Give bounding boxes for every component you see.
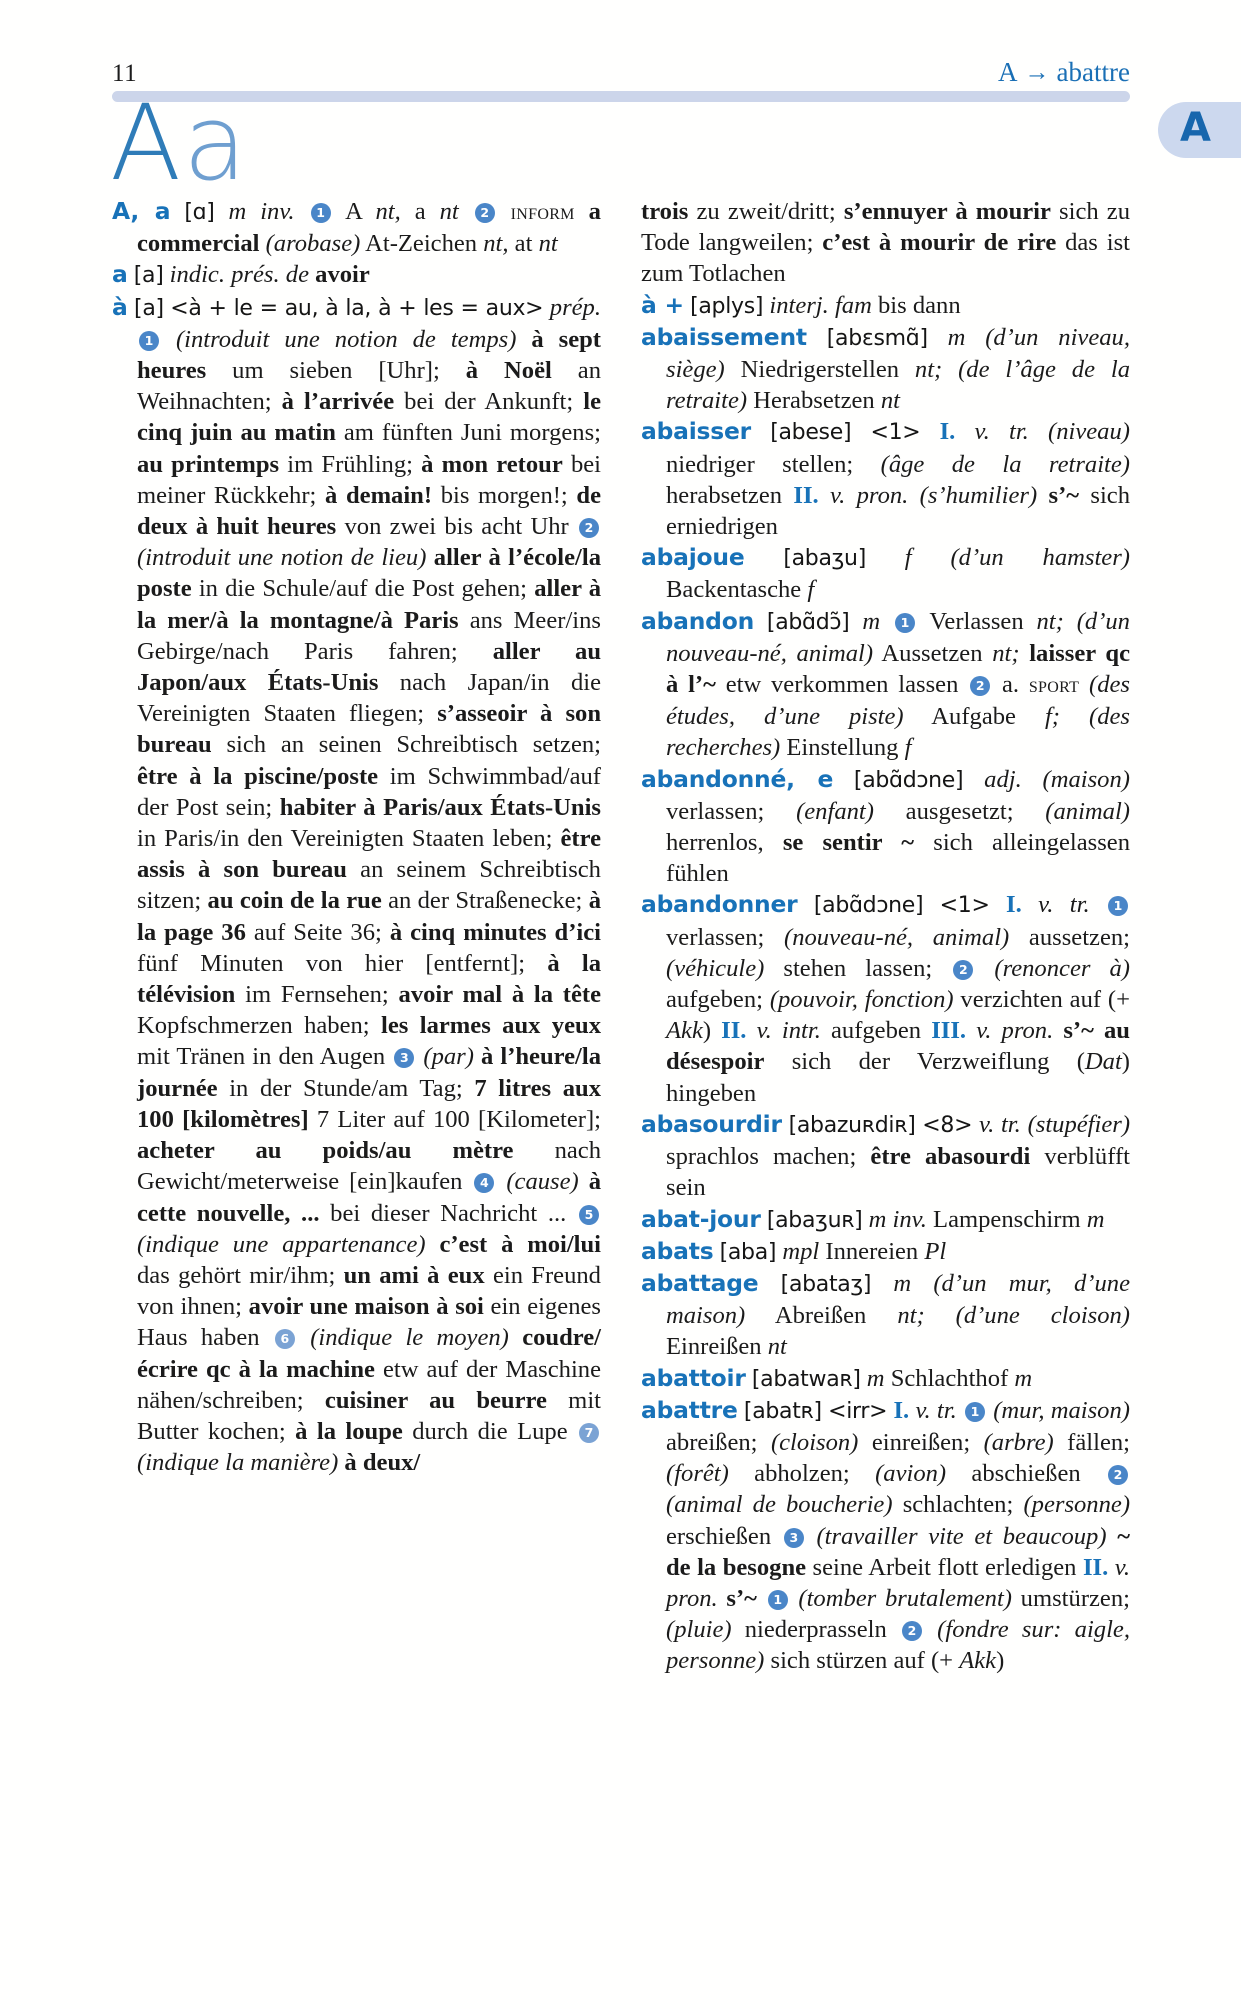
entry-abandonne: abandonné, e [abɑ̃dɔne] adj. (maison) verlassen; (enfant) ausgesetzt; (animal) herrenlos, se sentir ~ sich alleingelassen fühlen — [641, 764, 1131, 888]
headword-abaisser: abaisser — [641, 417, 751, 446]
pronunciation: [a] — [134, 295, 164, 321]
headword-abandon: abandon — [641, 606, 755, 635]
letter-lowercase: a — [183, 82, 247, 204]
entry-abattage: abattage [abataʒ] m (d’un mur, d’une maison) Abreißen nt; (d’une cloison) Einreißen nt — [641, 1268, 1131, 1361]
pronunciation: [abɑ̃dɔ̃] — [766, 609, 850, 635]
entry-abattoir: abattoir [abatwaʀ] m Schlachthof m — [641, 1363, 1033, 1392]
sense-number: 1 — [139, 331, 159, 351]
column-left — [112, 196, 601, 1956]
pronunciation: [a] — [133, 263, 164, 289]
entry-abandon: abandon [abɑ̃dɔ̃] m 1 Verlassen nt; (d’un nouveau-né, animal) Aussetzen nt; laisser qc à l’~ etw verkommen lassen 2 a. sport (des études, d’une piste) Aufgabe f; (des recherches) Einstellung f — [641, 606, 1130, 762]
entry-abats: abats [aba] mpl Innereien Pl — [641, 1236, 947, 1265]
sense-number: 2 — [475, 203, 495, 223]
headword-abattage: abattage — [641, 1268, 759, 1297]
column-right — [641, 196, 1130, 1956]
headword-A-a: A, a — [112, 197, 171, 225]
sense-number: 2 — [953, 960, 973, 980]
pronunciation: [abatwaʀ] — [751, 1366, 861, 1392]
pronunciation: [aplys] — [690, 293, 764, 319]
entry-abandonner: abandonner [abɑ̃dɔne] <1> I. v. tr. 1 verlassen; (nouveau-né, animal) aussetzen; (véhicule) stehen lassen; 2 (renoncer à) aufgeben; (pouvoir, fonction) verzichten auf (+ Akk) II. v. intr. aufgeben III. v. pron. s’~ au désespoir sich der Verzweiflung (Dat) hingeben — [641, 890, 1130, 1107]
sense-number: 1 — [768, 1590, 788, 1610]
headword-abajoue: abajoue — [641, 543, 745, 572]
sense-number: 3 — [784, 1528, 804, 1548]
pronunciation: [abɑ̃dɔne] — [813, 893, 924, 919]
running-head-guide — [998, 59, 1130, 86]
sense-number: 2 — [970, 676, 990, 696]
headword-a-verb: a — [112, 260, 128, 289]
letter-capital: A — [110, 82, 182, 204]
sense-number: 1 — [311, 203, 331, 223]
headword-abasourdir: abasourdir — [641, 1109, 782, 1138]
pronunciation: [abaʒuʀ] — [766, 1207, 863, 1233]
entry-a-verb: a [a] indic. prés. de avoir — [112, 260, 370, 289]
headword-abandonne: abandonné, e — [641, 764, 834, 793]
sense-number: 1 — [965, 1402, 985, 1422]
pronunciation: [abɑ̃dɔne] — [853, 767, 964, 793]
entry-abaisser: abaisser [abese] <1> I. v. tr. (niveau) niedriger stellen; (âge de la retraite) herabsetzen II. v. pron. (s’humilier) s’~ sich erniedrigen — [641, 417, 1131, 541]
headword-a-plus: à + — [641, 290, 684, 319]
header-rule — [112, 91, 1130, 102]
entry-a-prep-continuation: trois zu zweit/dritt; s’ennuyer à mourir sich zu Tode langweilen; c’est à mourir de rire das ist zum Totlachen — [641, 198, 1130, 288]
sense-number: 2 — [902, 1621, 922, 1641]
pronunciation: [abese] — [770, 420, 852, 446]
entry-abaissement: abaissement [abɛsmɑ̃] m (d’un niveau, siège) Niedrigerstellen nt; (de l’âge de la retraite) Herabsetzen nt — [641, 322, 1130, 415]
sense-number: 1 — [895, 613, 915, 633]
sense-number: 1 — [1108, 896, 1128, 916]
headword-abat-jour: abat-jour — [641, 1204, 761, 1233]
headword-abaissement: abaissement — [641, 322, 807, 351]
sense-number: 2 — [1108, 1465, 1128, 1485]
headword-a-prep: à — [112, 292, 128, 321]
sense-number: 2 — [579, 518, 599, 538]
thumb-index-letter: A — [1180, 105, 1211, 151]
entry-a-plus: à + [aplys] interj. fam bis dann — [641, 290, 961, 319]
letter-section-heading — [110, 82, 247, 204]
pronunciation: [aba] — [719, 1239, 777, 1265]
pronunciation: [abɛsmɑ̃] — [826, 325, 928, 351]
running-head — [112, 52, 1130, 86]
sense-number: 3 — [394, 1048, 414, 1068]
pronunciation: [abataʒ] — [780, 1271, 872, 1297]
headword-abattoir: abattoir — [641, 1363, 746, 1392]
pronunciation: [ɑ] — [184, 200, 215, 225]
sense-number: 4 — [474, 1173, 494, 1193]
entry-abat-jour: abat-jour [abaʒuʀ] m inv. Lampenschirm m — [641, 1204, 1105, 1233]
dictionary-body — [112, 196, 1130, 1956]
entry-abasourdir: abasourdir [abazuʀdiʀ] <8> v. tr. (stupéfier) sprachlos machen; être abasourdi verblüfft sein — [641, 1109, 1131, 1202]
entry-a-prep: à [a] <à + le = au, à la, à + les = aux> prép. 1 (introduit une notion de temps) à sept heures um sieben [Uhr]; à Noël an Weihnachten; à l’arrivée bei der Ankunft; le cinq juin au matin am fünften Juni morgens; au printemps im Frühling; à mon retour bei meiner Rückkehr; à demain! bis morgen!; de deux à huit heures von zwei bis acht Uhr 2 (introduit une notion de lieu) aller à l’école/la poste in die Schule/auf die Post gehen; aller à la mer/à la montagne/à Paris ans Meer/ins Gebirge/nach Paris fahren; aller au Japon/aux États-Unis nach Japan/in die Vereinigten Staaten fliegen; s’asseoir à son bureau sich an seinen Schreibtisch setzen; être à la piscine/poste im Schwimmbad/auf der Post sein; habiter à Paris/aux États-Unis in Paris/in den Vereinigten Staaten leben; être assis à son bureau an seinem Schreibtisch sitzen; au coin de la rue an der Straßenecke; à la page 36 auf Seite 36; à cinq minutes d’ici fünf Minuten von hier [entfernt]; à la télévision im Fernsehen; avoir mal à la tête Kopfschmerzen haben; les larmes aux yeux mit Tränen in den Augen 3 (par) à l’heure/la journée in der Stunde/am Tag; 7 litres aux 100 [kilomètres] 7 Liter auf 100 [Kilometer]; acheter au poids/au mètre nach Gewicht/meterweise [ein]kaufen 4 (cause) à cette nouvelle, ... bei dieser Nachricht ... 5 (indique une appartenance) c’est à moi/lui das gehört mir/ihm; un ami à eux ein Freund von ihnen; avoir une maison à soi ein eigenes Haus haben 6 (indique le moyen) coudre/écrire qc à la machine etw auf der Maschine nähen/schreiben; cuisiner au beurre mit Butter kochen; à la loupe durch die Lupe 7 (indique la manière) à deux/ — [112, 292, 602, 1477]
page-number: 11 — [112, 60, 138, 87]
sense-number: 6 — [275, 1329, 295, 1349]
pronunciation: [abaʒu] — [783, 546, 866, 572]
pronunciation: [abazuʀdiʀ] — [788, 1112, 916, 1138]
thumb-index-tab[interactable] — [1158, 102, 1241, 158]
sense-number: 7 — [579, 1423, 599, 1443]
running-head-right-guide: abattre — [1056, 57, 1130, 87]
running-head-left-guide: A — [998, 57, 1018, 87]
headword-abats: abats — [641, 1236, 714, 1265]
headword-abattre: abattre — [641, 1395, 738, 1424]
headword-abandonner: abandonner — [641, 890, 798, 919]
pronunciation: [abatʀ] — [743, 1398, 822, 1424]
sense-number: 5 — [579, 1205, 599, 1225]
entry-A-a: A, a [ɑ] m inv. 1 A nt, a nt 2 inform a commercial (arobase) At-Zeichen nt, at nt — [112, 197, 601, 258]
arrow-right-icon: → — [1024, 59, 1050, 86]
entry-abajoue: abajoue [abaʒu] f (d’un hamster) Backentasche f — [641, 543, 1130, 604]
entry-abattre: abattre [abatʀ] <irr> I. v. tr. 1 (mur, maison) abreißen; (cloison) einreißen; (arbre) fällen; (forêt) abholzen; (avion) abschießen 2 (animal de boucherie) schlachten; (personne) erschießen 3 (travailler vite et beaucoup) ~ de la besogne seine Arbeit flott erledigen II. v. pron. s’~ 1 (tomber brutalement) umstürzen; (pluie) niederprasseln 2 (fondre sur: aigle, personne) sich stürzen auf (+ Akk) — [641, 1395, 1131, 1675]
